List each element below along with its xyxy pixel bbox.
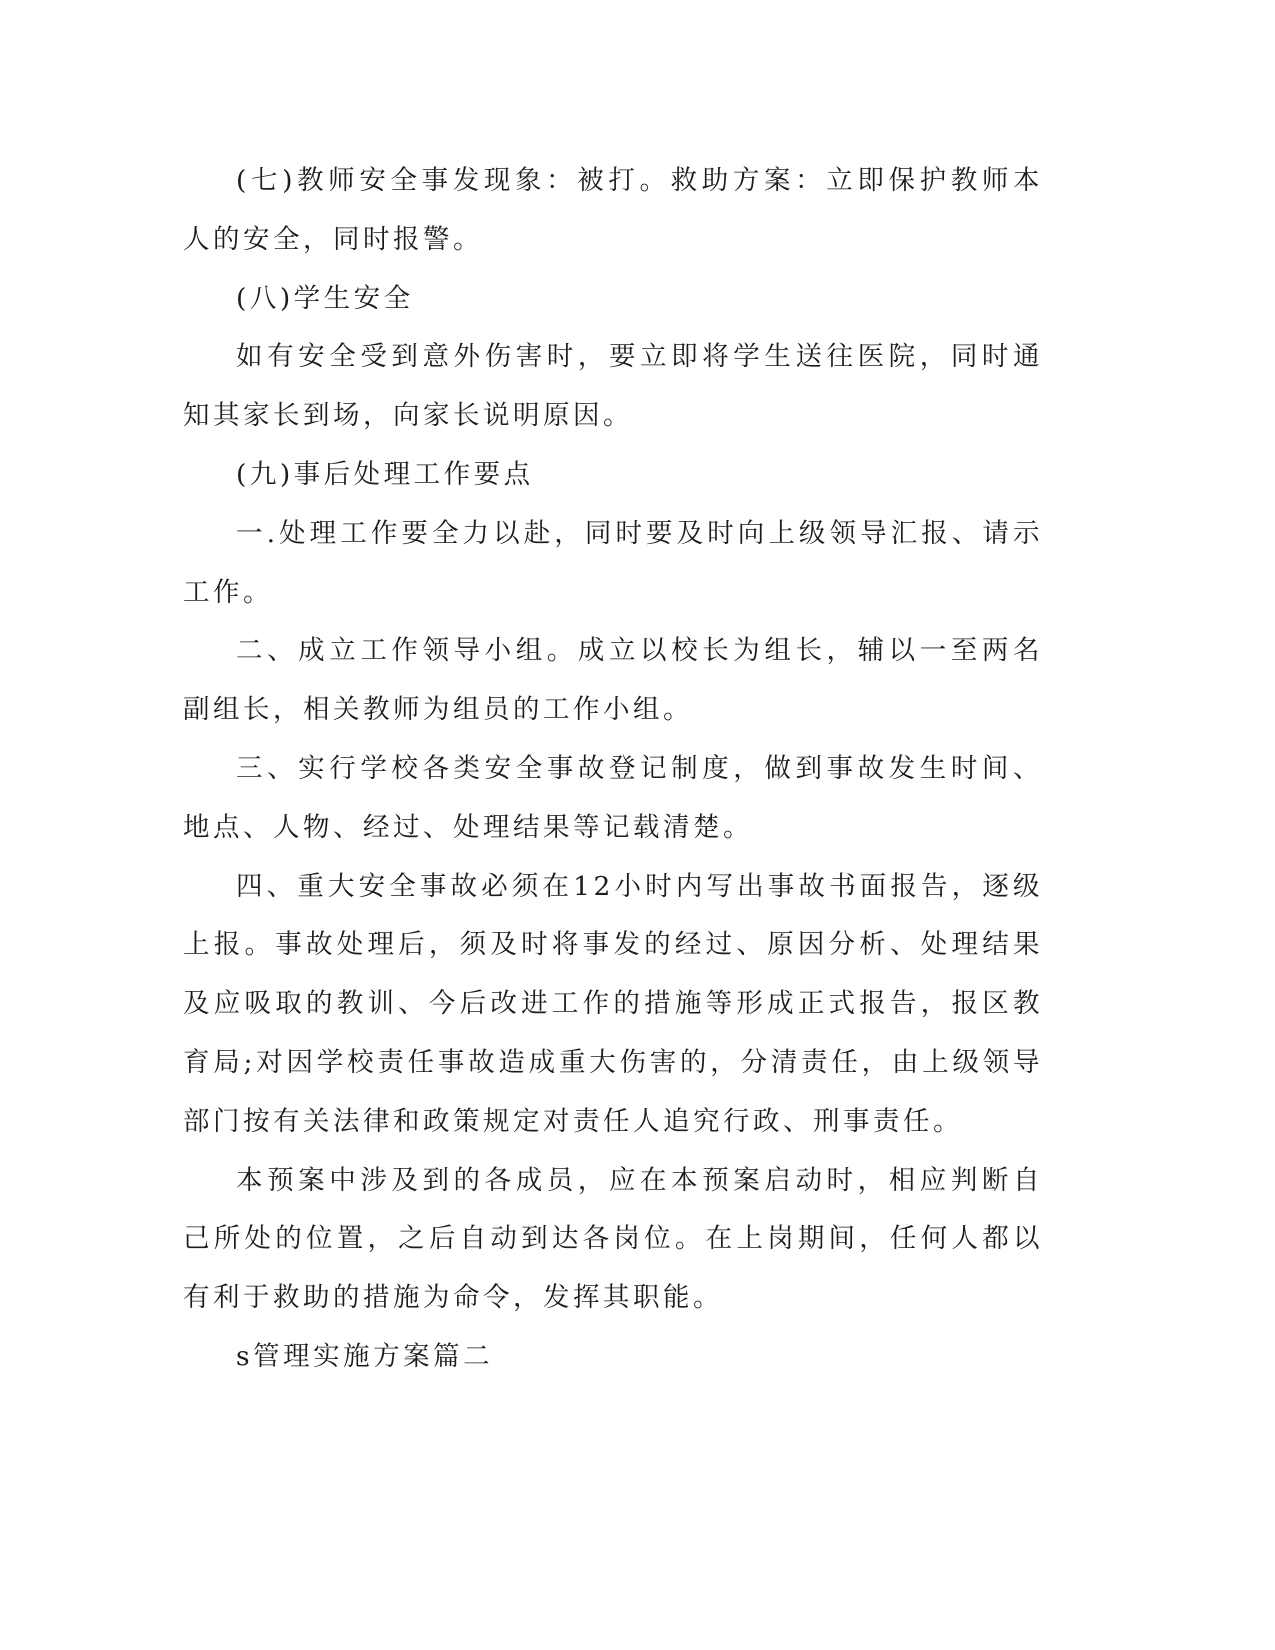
paragraph-student-injury: 如有安全受到意外伤害时，要立即将学生送往医院，同时通知其家长到场，向家长说明原因。 (183, 341, 1043, 432)
document-body (183, 152, 1043, 1387)
paragraph-teacher-safety: (七)教师安全事发现象：被打。救助方案：立即保护教师本人的安全，同时报警。 (183, 165, 1043, 255)
paragraph-item-2: 二、成立工作领导小组。成立以校长为组长，辅以一至两名副组长，相关教师为组员的工作小组。 (183, 635, 1043, 726)
paragraph-item-4: 四、重大安全事故必须在12小时内写出事故书面报告，逐级上报。事故处理后，须及时将事发的经过、原因分析、处理结果及应吸取的教训、今后改进工作的措施等形成正式报告，报区教育局;对因学校责任事故造成重大伤害的，分清责任，由上级领导部门按有关法律和政策规定对责任人追究行政、刑事责任。 (183, 870, 1043, 1137)
heading-student-safety: (八)学生安全 (236, 282, 414, 314)
heading-aftermath-handling: (九)事后处理工作要点 (236, 458, 534, 490)
paragraph-item-1: 一.处理工作要全力以赴，同时要及时向上级领导汇报、请示工作。 (183, 517, 1043, 608)
paragraph-item-3: 三、实行学校各类安全事故登记制度，做到事故发生时间、地点、人物、经过、处理结果等记载清楚。 (183, 752, 1043, 843)
paragraph-plan-members: 本预案中涉及到的各成员，应在本预案启动时，相应判断自己所处的位置，之后自动到达各岗位。在上岗期间，任何人都以有利于救助的措施为命令，发挥其职能。 (183, 1164, 1043, 1314)
section-title-part-two: s管理实施方案篇二 (236, 1340, 494, 1372)
